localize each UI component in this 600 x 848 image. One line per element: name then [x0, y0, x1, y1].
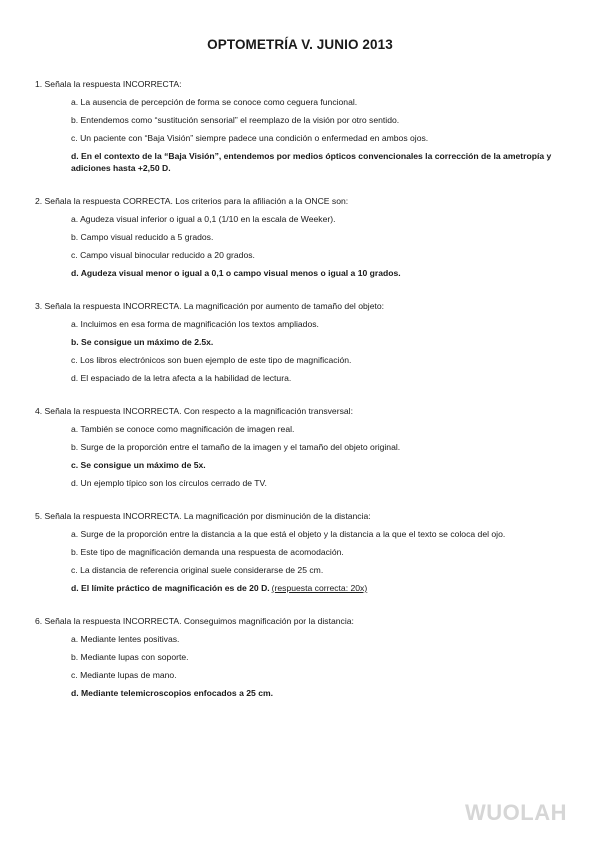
answer-option [71, 441, 560, 453]
answer-option-text: b. Campo visual reducido a 5 grados. [71, 232, 214, 242]
question-text: 1. Señala la respuesta INCORRECTA: [35, 79, 182, 89]
answer-option-text: a. También se conoce como magnificación de imagen real. [71, 424, 295, 434]
answer-option-text: d. Mediante telemicroscopios enfocados a 25 cm. [71, 688, 274, 698]
answer-option-text: a. Agudeza visual inferior o igual a 0,1 (1/10 en la escala de Weeker). [71, 214, 336, 224]
answer-option [71, 96, 560, 108]
answer-option-text: c. Un paciente con “Baja Visión” siempre padece una condición o enfermedad en ambos ojos. [71, 133, 429, 143]
question-block [0, 300, 600, 384]
answer-option [71, 318, 560, 330]
watermark-logo: WUOLAH [465, 800, 567, 825]
answer-option-highlighted [71, 582, 560, 594]
answer-option [71, 477, 560, 489]
answer-option-text: d. Un ejemplo típico son los círculos cerrado de TV. [71, 478, 267, 488]
answer-option-highlighted [71, 687, 560, 699]
answer-option-text: a. Surge de la proporción entre la distancia a la que está el objeto y la distancia a la que el texto se coloca del ojo. [71, 529, 506, 539]
answer-option [71, 423, 560, 435]
answer-option-text: b. Se consigue un máximo de 2.5x. [71, 337, 214, 347]
answer-option [71, 633, 560, 645]
answer-option-text: b. Entendemos como “sustitución sensorial” el reemplazo de la visión por otro sentido. [71, 115, 400, 125]
answer-option-text: c. Campo visual binocular reducido a 20 grados. [71, 250, 255, 260]
answer-option [71, 354, 560, 366]
answer-option [71, 231, 560, 243]
answer-option [71, 651, 560, 663]
question-block [0, 510, 600, 594]
answer-option-text: d. El límite práctico de magnificación es de 20 D. [71, 583, 270, 593]
answer-option-text: d. El espaciado de la letra afecta a la habilidad de lectura. [71, 373, 292, 383]
question-text: 6. Señala la respuesta INCORRECTA. Conseguimos magnificación por la distancia: [35, 616, 354, 626]
question-text: 3. Señala la respuesta INCORRECTA. La magnificación por aumento de tamaño del objeto: [35, 301, 385, 311]
answer-option-text: c. La distancia de referencia original suele considerarse de 25 cm. [71, 565, 324, 575]
question-text: 4. Señala la respuesta INCORRECTA. Con respecto a la magnificación transversal: [35, 406, 353, 416]
answer-option-text: a. Incluimos en esa forma de magnificación los textos ampliados. [71, 319, 319, 329]
answer-option [71, 546, 560, 558]
answer-option-text: b. Mediante lupas con soporte. [71, 652, 189, 662]
answer-option [71, 528, 560, 540]
answer-correction-note: (respuesta correcta: 20x) [271, 583, 368, 593]
answer-option [71, 249, 560, 261]
question-block [0, 615, 600, 699]
answer-option [71, 564, 560, 576]
question-block [0, 405, 600, 489]
answer-option-text: d. Agudeza visual menor o igual a 0,1 o campo visual menos o igual a 10 grados. [71, 268, 401, 278]
answer-option-highlighted [71, 459, 560, 471]
question-block [0, 195, 600, 279]
question-block [0, 78, 600, 174]
question-list [0, 78, 600, 720]
answer-option-highlighted [71, 150, 560, 174]
answer-option [71, 132, 560, 144]
answer-option-highlighted [71, 336, 560, 348]
answer-option-text: b. Este tipo de magnificación demanda una respuesta de acomodación. [71, 547, 344, 557]
answer-option-text: c. Se consigue un máximo de 5x. [71, 460, 206, 470]
answer-option-text: a. Mediante lentes positivas. [71, 634, 180, 644]
answer-option-text: c. Mediante lupas de mano. [71, 670, 177, 680]
question-text: 5. Señala la respuesta INCORRECTA. La magnificación por disminución de la distancia: [35, 511, 371, 521]
answer-option-text: c. Los libros electrónicos son buen ejemplo de este tipo de magnificación. [71, 355, 352, 365]
page-title: OPTOMETRÍA V. JUNIO 2013 [207, 37, 393, 52]
answer-option-text: a. La ausencia de percepción de forma se conoce como ceguera funcional. [71, 97, 358, 107]
answer-option [71, 372, 560, 384]
answer-option [71, 114, 560, 126]
answer-option-text: d. En el contexto de la “Baja Visión”, entendemos por medios ópticos convencionales la corrección de la ametropía y adiciones hasta +2,50 D. [71, 151, 552, 173]
answer-option-text: b. Surge de la proporción entre el tamaño de la imagen y el tamaño del objeto original. [71, 442, 401, 452]
answer-option [71, 213, 560, 225]
answer-option-highlighted [71, 267, 560, 279]
question-text: 2. Señala la respuesta CORRECTA. Los criterios para la afiliación a la ONCE son: [35, 196, 349, 206]
answer-option [71, 669, 560, 681]
